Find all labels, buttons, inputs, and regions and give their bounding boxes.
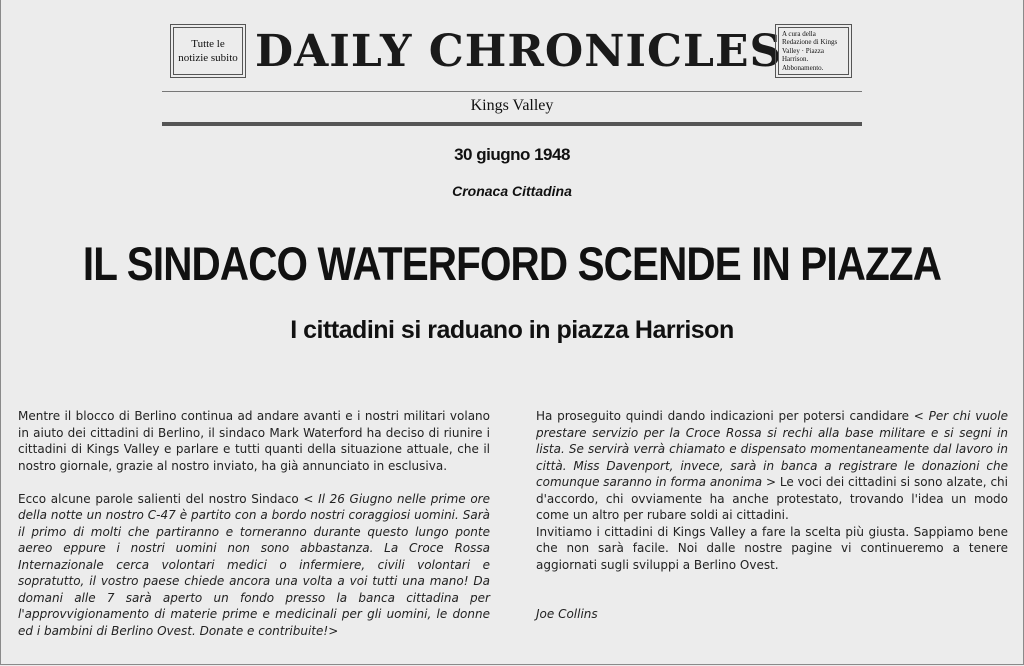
article-headline: IL SINDACO WATERFORD SCENDE IN PIAZZA — [82, 237, 942, 290]
masthead-left-ear — [173, 27, 243, 75]
masthead-location: Kings Valley — [470, 97, 554, 114]
right-ear-text: A cura della Redazione di Kings Valley · Piazza Harrison. Abbonamento. — [782, 30, 838, 72]
quote-intro: Ecco alcune parole salienti del nostro Sindaco < — [18, 491, 319, 506]
section-label: Cronaca Cittadina — [452, 183, 572, 199]
masthead-divider-bottom — [162, 122, 862, 126]
newspaper-title: DAILY CHRONICLES — [255, 26, 783, 77]
article-paragraph: Mentre il blocco di Berlino continua ad andare avanti e i nostri militari volano in aiuto dei cittadini di Berlino, il sindaco Mark Waterford ha deciso di riunire i cittadini di Kings Valley e parlare e tutti quanti della situazione attuale, che il nostro giornale, grazie al nostro inviato, ha già annunciato in esclusiva. — [18, 409, 490, 473]
article-paragraph: Invitiamo i cittadini di Kings Valley a fare la scelta più giusta. Sappiamo bene che non sarà facile. Noi dalle nostre pagine vi continueremo a tenere aggiornati sugli sviluppi a Berlino Ovest. — [536, 524, 1008, 572]
article-column-right — [536, 408, 1008, 623]
masthead-right-ear — [778, 27, 849, 75]
article-paragraph — [18, 491, 490, 640]
quote-intro: Ha proseguito quindi dando indicazioni per potersi candidare < — [536, 409, 929, 423]
issue-date: 30 giugno 1948 — [454, 145, 570, 164]
article-paragraph — [536, 408, 1008, 524]
author-signature: Joe Collins — [536, 607, 598, 621]
mayor-quote: Per chi vuole prestare servizio per la Croce Rossa si rechi alla base militare e si segni in lista. Se servirà verrà chiamato e dispensato momentaneamente dal lavoro in città. Miss Davenport, invece, sarà in banca a registrare le donazioni che comunque saranno in forma anonima — [536, 409, 1008, 489]
article-column-left — [18, 408, 490, 639]
quote-close: > — [328, 623, 339, 638]
article-subheadline: I cittadini si raduano in piazza Harrison — [290, 316, 734, 344]
paragraph-text: > Le voci dei cittadini si sono alzate, chi d'accordo, chi ovviamente ha anche protestato, trovando l'idea un modo come un altro per rubare soldi ai cittadini. — [536, 475, 1008, 522]
mayor-quote: Il 26 Giugno nelle prime ore della notte un nostro C-47 è partito con a bordo nostri coraggiosi uomini. Sarà il primo di molti che partiranno e torneranno durante questo lungo ponte aereo eppure i nostri uomini non sono abbastanza. La Croce Rossa Internazionale cerca volontari medici o infermiere, civili volontari e sopratutto, il vostro paese chiede ancora una volta a voi tutti una mano! Da domani alle 7 sarà aperto un fondo presso la banca cittadina per l'approvvigionamento di materie prime e medicinali per gli uomini, le donne ed i bambini di Berlino Ovest. Donate e contribuite! — [18, 491, 490, 638]
masthead-divider-top — [162, 91, 862, 92]
left-ear-text: Tutte le notizie subito — [178, 38, 238, 64]
